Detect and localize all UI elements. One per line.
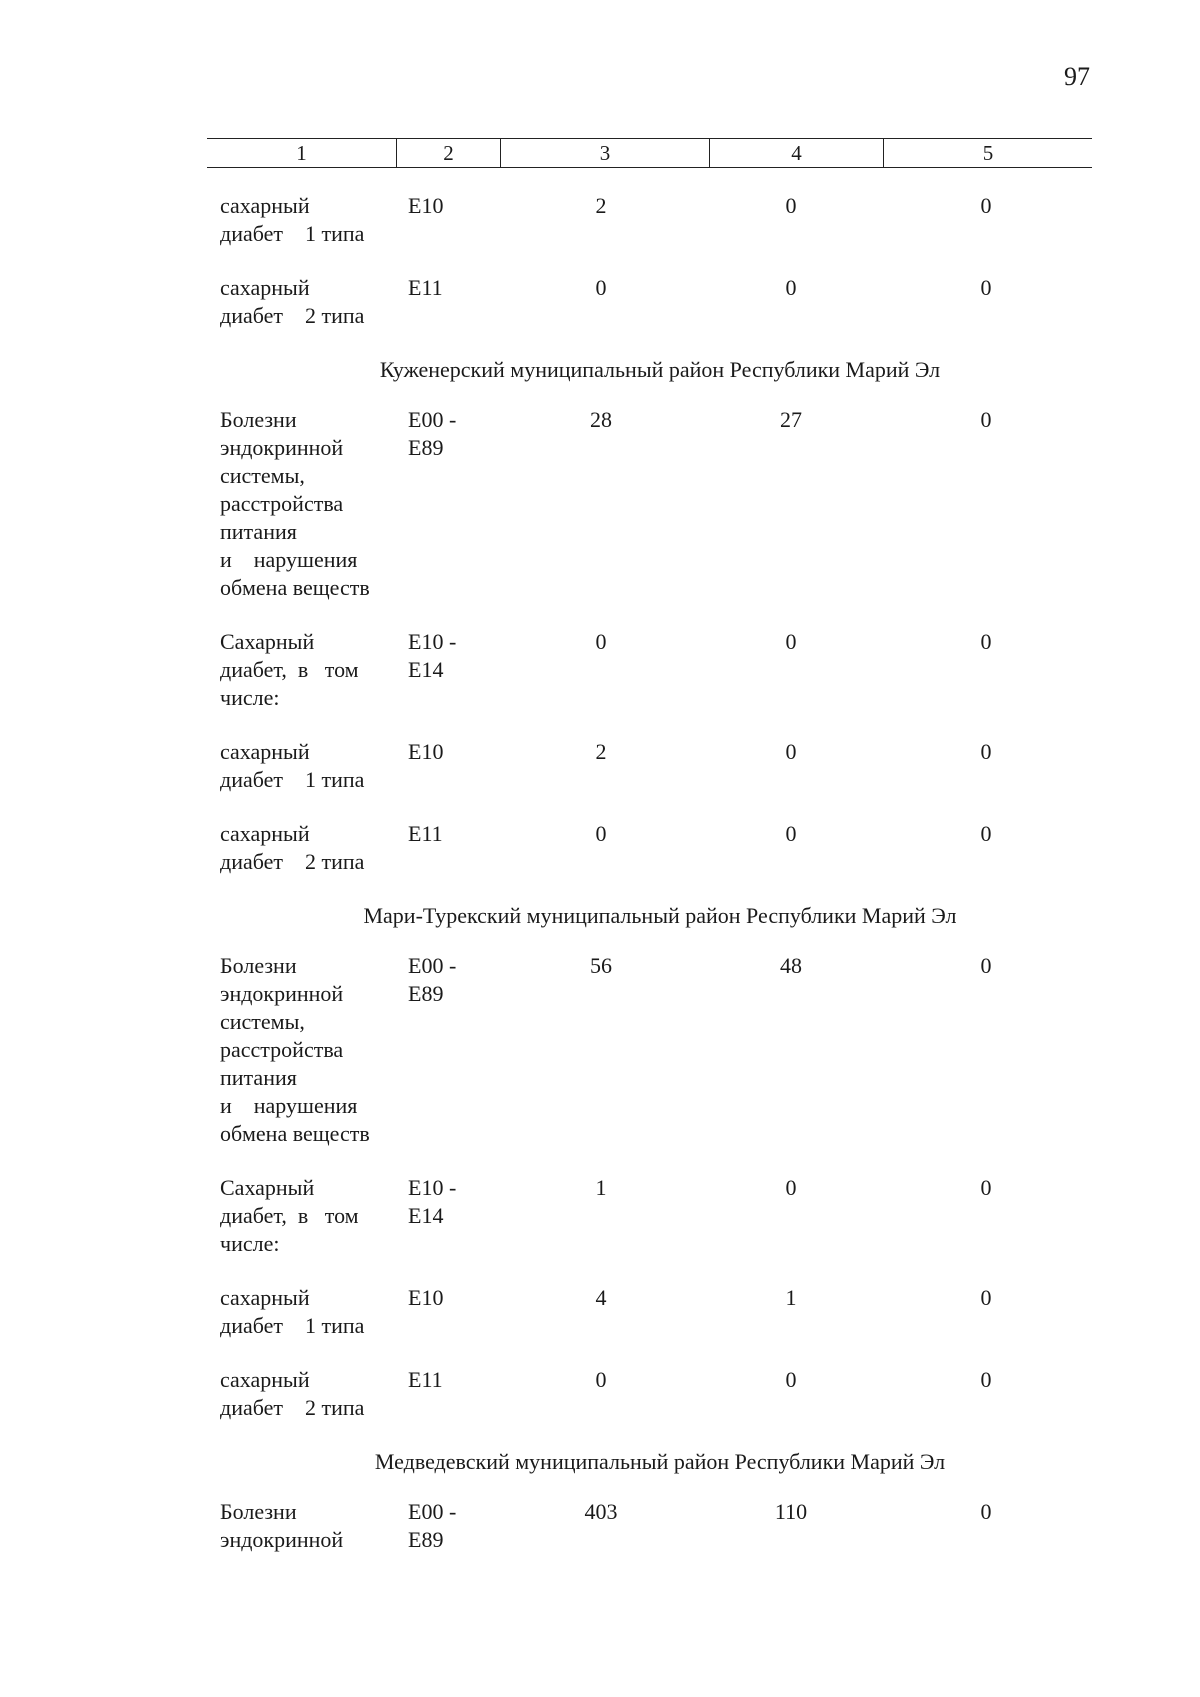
icd-code-line: E10 xyxy=(408,1285,444,1310)
value-cell-col3: 403 xyxy=(584,1499,618,1524)
value-cell-col3: 2 xyxy=(595,193,607,218)
page-number: 97 xyxy=(1064,62,1090,91)
disease-name-line: эндокринной xyxy=(220,435,344,460)
disease-name-line: диабет 1 типа xyxy=(220,767,365,792)
icd-code-line: E14 xyxy=(408,1203,444,1228)
icd-code-line: E10 - xyxy=(408,629,457,654)
disease-name-line: Болезни xyxy=(220,953,297,978)
table-row xyxy=(0,1498,1200,1554)
icd-code-cell xyxy=(408,1366,478,1394)
icd-code-line: E14 xyxy=(408,657,444,682)
icd-code-line: E89 xyxy=(408,435,444,460)
value-cell-col3: 28 xyxy=(590,407,612,432)
value-cell-col3: 0 xyxy=(595,629,607,654)
icd-code-line: E00 - xyxy=(408,407,457,432)
disease-name-cell xyxy=(220,406,388,602)
table-row xyxy=(0,192,1200,248)
disease-name-line: диабет, в том xyxy=(220,1203,359,1228)
table-header xyxy=(207,138,1092,168)
value-cell-col3: 0 xyxy=(595,275,607,300)
disease-name-line: питания xyxy=(220,1065,297,1090)
disease-name-line: сахарный xyxy=(220,193,310,218)
section-title: Медведевский муниципальный район Республики Марий Эл xyxy=(374,1449,946,1474)
disease-name-line: диабет 2 типа xyxy=(220,303,365,328)
table-row xyxy=(0,952,1200,1148)
disease-name-line: и нарушения xyxy=(220,547,358,572)
disease-name-cell xyxy=(220,1366,388,1422)
table-row xyxy=(0,274,1200,330)
value-cell-col3: 0 xyxy=(595,1367,607,1392)
table-body xyxy=(0,192,1200,1580)
value-cell-col5: 0 xyxy=(980,1367,992,1392)
icd-code-cell xyxy=(408,406,478,462)
table-row xyxy=(0,1284,1200,1340)
value-cell-col4: 0 xyxy=(785,1175,797,1200)
icd-code-line: E89 xyxy=(408,981,444,1006)
disease-name-line: Сахарный xyxy=(220,629,315,654)
value-cell-col5: 0 xyxy=(980,1285,992,1310)
icd-code-cell xyxy=(408,274,478,302)
icd-code-cell xyxy=(408,1174,478,1230)
icd-code-cell xyxy=(408,820,478,848)
disease-name-line: расстройства xyxy=(220,491,344,516)
disease-name-line: системы, xyxy=(220,1009,305,1034)
icd-code-cell xyxy=(408,1284,478,1312)
value-cell-col4: 27 xyxy=(780,407,802,432)
value-cell-col4: 0 xyxy=(785,629,797,654)
disease-name-line: диабет 2 типа xyxy=(220,1395,365,1420)
value-cell-col5: 0 xyxy=(980,1499,992,1524)
disease-name-line: обмена веществ xyxy=(220,575,370,600)
disease-name-line: сахарный xyxy=(220,821,310,846)
icd-code-cell xyxy=(408,952,478,1008)
disease-name-line: сахарный xyxy=(220,275,310,300)
table-row xyxy=(0,406,1200,602)
disease-name-cell xyxy=(220,820,388,876)
disease-name-line: диабет 1 типа xyxy=(220,221,365,246)
disease-name-line: диабет, в том xyxy=(220,657,359,682)
value-cell-col4: 1 xyxy=(785,1285,797,1310)
icd-code-line: E89 xyxy=(408,1527,444,1552)
value-cell-col4: 48 xyxy=(780,953,802,978)
table-row xyxy=(0,1366,1200,1422)
value-cell-col5: 0 xyxy=(980,953,992,978)
disease-name-line: эндокринной xyxy=(220,1527,344,1552)
icd-code-cell xyxy=(408,1498,478,1554)
disease-name-line: и нарушения xyxy=(220,1093,358,1118)
disease-name-cell xyxy=(220,192,388,248)
icd-code-line: E11 xyxy=(408,1367,443,1392)
disease-name-line: эндокринной xyxy=(220,981,344,1006)
icd-code-line: E11 xyxy=(408,821,443,846)
value-cell-col3: 1 xyxy=(595,1175,607,1200)
value-cell-col4: 110 xyxy=(774,1499,808,1524)
value-cell-col4: 0 xyxy=(785,275,797,300)
column-header-4: 4 xyxy=(710,139,884,167)
section-title: Куженерский муниципальный район Республики Марий Эл xyxy=(379,357,941,382)
disease-name-line: Болезни xyxy=(220,1499,297,1524)
icd-code-line: E10 xyxy=(408,739,444,764)
icd-code-line: E10 xyxy=(408,193,444,218)
table-row xyxy=(0,738,1200,794)
value-cell-col3: 0 xyxy=(595,821,607,846)
value-cell-col5: 0 xyxy=(980,821,992,846)
disease-name-cell xyxy=(220,952,388,1148)
icd-code-cell xyxy=(408,738,478,766)
icd-code-line: E10 - xyxy=(408,1175,457,1200)
disease-name-line: сахарный xyxy=(220,1367,310,1392)
value-cell-col5: 0 xyxy=(980,629,992,654)
value-cell-col5: 0 xyxy=(980,739,992,764)
value-cell-col3: 56 xyxy=(590,953,612,978)
disease-name-cell xyxy=(220,1284,388,1340)
disease-name-line: числе: xyxy=(220,1231,280,1256)
value-cell-col4: 0 xyxy=(785,1367,797,1392)
icd-code-cell xyxy=(408,192,478,220)
table-row xyxy=(0,628,1200,712)
column-header-2: 2 xyxy=(397,139,501,167)
icd-code-line: E00 - xyxy=(408,1499,457,1524)
column-header-3: 3 xyxy=(501,139,710,167)
disease-name-line: числе: xyxy=(220,685,280,710)
disease-name-line: питания xyxy=(220,519,297,544)
icd-code-line: E00 - xyxy=(408,953,457,978)
table-row xyxy=(0,1174,1200,1258)
table-row xyxy=(0,820,1200,876)
disease-name-cell xyxy=(220,738,388,794)
disease-name-line: системы, xyxy=(220,463,305,488)
disease-name-line: обмена веществ xyxy=(220,1121,370,1146)
column-header-1: 1 xyxy=(207,139,397,167)
disease-name-line: диабет 1 типа xyxy=(220,1313,365,1338)
value-cell-col5: 0 xyxy=(980,275,992,300)
disease-name-line: сахарный xyxy=(220,739,310,764)
value-cell-col4: 0 xyxy=(785,739,797,764)
value-cell-col5: 0 xyxy=(980,1175,992,1200)
value-cell-col5: 0 xyxy=(980,407,992,432)
column-header-5: 5 xyxy=(982,140,994,165)
disease-name-cell xyxy=(220,1174,388,1258)
value-cell-col4: 0 xyxy=(785,821,797,846)
value-cell-col5: 0 xyxy=(980,193,992,218)
icd-code-cell xyxy=(408,628,478,684)
disease-name-line: расстройства xyxy=(220,1037,344,1062)
disease-name-cell xyxy=(220,274,388,330)
section-title: Мари-Турекский муниципальный район Республики Марий Эл xyxy=(363,903,957,928)
value-cell-col4: 0 xyxy=(785,193,797,218)
disease-name-line: сахарный xyxy=(220,1285,310,1310)
value-cell-col3: 2 xyxy=(595,739,607,764)
value-cell-col3: 4 xyxy=(595,1285,607,1310)
icd-code-line: E11 xyxy=(408,275,443,300)
disease-name-line: Сахарный xyxy=(220,1175,315,1200)
disease-name-cell xyxy=(220,628,388,712)
disease-name-cell xyxy=(220,1498,388,1554)
disease-name-line: диабет 2 типа xyxy=(220,849,365,874)
disease-name-line: Болезни xyxy=(220,407,297,432)
